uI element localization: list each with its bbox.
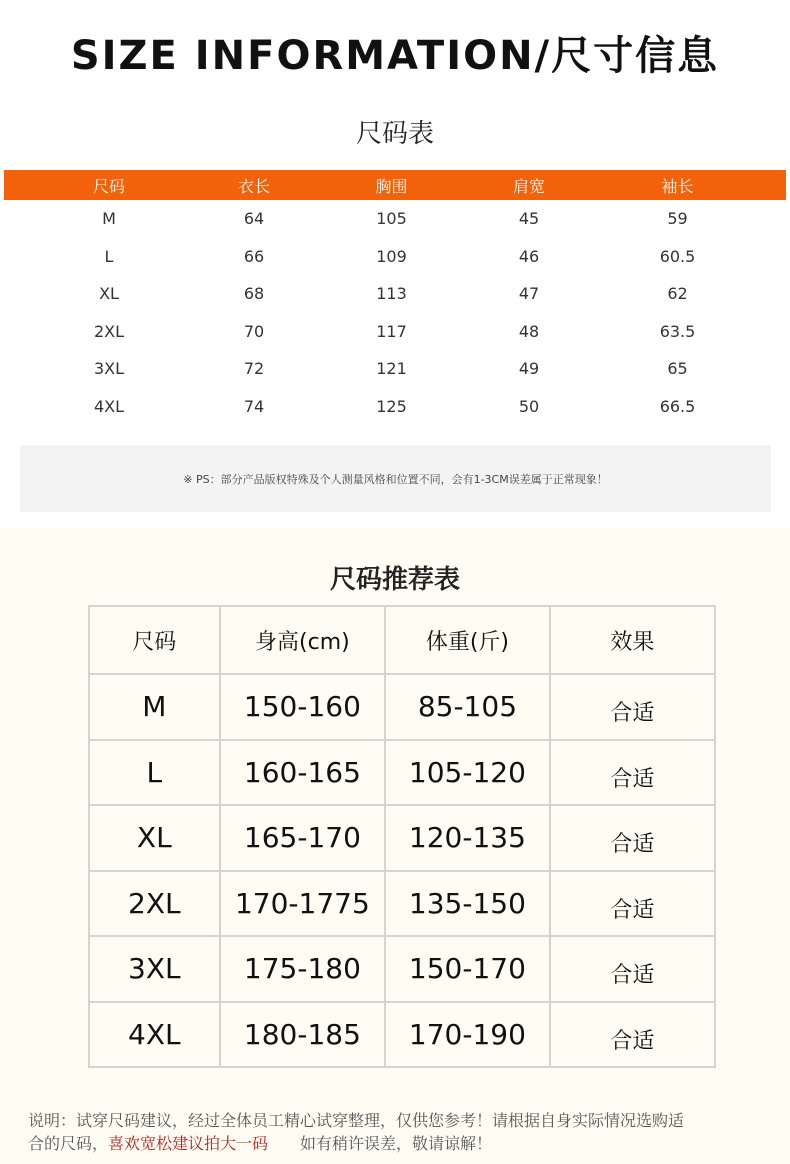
- size-cell-shoulder: 47: [518, 284, 540, 304]
- recommendation-title: 尺码推荐表: [329, 565, 460, 595]
- size-chart-table: [4, 170, 786, 425]
- rec-cell-size: XL: [89, 805, 220, 871]
- rec-cell-height: 160-165: [220, 740, 386, 806]
- rec-cell-size: 4XL: [89, 1002, 220, 1068]
- rec-cell-height: 170-1775: [220, 871, 386, 937]
- size-cell-sleeve: 59: [667, 209, 688, 229]
- rec-cell-fit: 合适: [550, 674, 715, 740]
- size-cell-length: 66: [243, 246, 265, 266]
- size-cell-shoulder: 46: [518, 246, 540, 266]
- size-chart-row: [4, 238, 786, 276]
- size-chart-row: [4, 350, 786, 388]
- rec-cell-weight: 135-150: [385, 871, 550, 937]
- header-size: 尺码: [92, 176, 125, 196]
- rec-cell-fit: 合适: [550, 871, 715, 937]
- recommendation-section: [0, 527, 790, 1164]
- rec-header-size: 尺码: [89, 606, 220, 674]
- size-cell-chest: 125: [376, 396, 407, 416]
- header-sleeve: 袖长: [661, 176, 694, 196]
- size-cell-size: 3XL: [93, 359, 125, 379]
- rec-cell-fit: 合适: [550, 805, 715, 871]
- size-chart-title: 尺码表: [355, 119, 434, 149]
- size-chart-row: [4, 388, 786, 426]
- rec-cell-fit: 合适: [550, 740, 715, 806]
- footer-suffix: 如有稍许误差，敬请谅解！: [268, 1134, 493, 1153]
- recommendation-row: [89, 871, 715, 937]
- rec-header-weight: 体重(斤): [385, 606, 550, 674]
- size-cell-sleeve: 66.5: [659, 396, 696, 416]
- size-cell-sleeve: 63.5: [659, 321, 696, 341]
- size-cell-size: M: [102, 209, 116, 229]
- rec-cell-weight: 105-120: [385, 740, 550, 806]
- size-chart-row: [4, 200, 786, 238]
- rec-cell-height: 150-160: [220, 674, 386, 740]
- size-cell-shoulder: 49: [518, 359, 540, 379]
- rec-cell-fit: 合适: [550, 936, 715, 1002]
- rec-cell-weight: 170-190: [385, 1002, 550, 1068]
- rec-header-fit: 效果: [550, 606, 715, 674]
- recommendation-table: [88, 605, 716, 1068]
- size-cell-shoulder: 50: [518, 396, 540, 416]
- size-cell-chest: 113: [376, 284, 407, 304]
- rec-cell-weight: 150-170: [385, 936, 550, 1002]
- footer-prefix: 合的尺码，: [28, 1134, 109, 1153]
- size-chart-row: [4, 313, 786, 351]
- size-cell-sleeve: 60.5: [659, 246, 696, 266]
- rec-cell-size: 3XL: [89, 936, 220, 1002]
- size-cell-chest: 109: [376, 246, 407, 266]
- size-chart-row: [4, 275, 786, 313]
- rec-cell-height: 165-170: [220, 805, 386, 871]
- size-cell-shoulder: 48: [518, 321, 540, 341]
- size-cell-length: 70: [243, 321, 265, 341]
- size-chart-body: [4, 200, 786, 425]
- footer-line-2: [28, 1132, 778, 1155]
- rec-cell-height: 180-185: [220, 1002, 386, 1068]
- size-cell-sleeve: 65: [667, 359, 688, 379]
- footer-highlight: 喜欢宽松建议拍大一码: [108, 1134, 269, 1153]
- recommendation-header-row: [89, 606, 715, 674]
- header-length: 衣长: [237, 176, 270, 196]
- rec-cell-height: 175-180: [220, 936, 386, 1002]
- rec-cell-fit: 合适: [550, 1002, 715, 1068]
- rec-cell-size: L: [89, 740, 220, 806]
- recommendation-row: [89, 740, 715, 806]
- recommendation-body: [89, 674, 715, 1067]
- rec-cell-size: M: [89, 674, 220, 740]
- footer-line-1: 说明：试穿尺码建议，经过全体员工精心试穿整理，仅供您参考！请根据自身实际情况选购适: [28, 1111, 685, 1130]
- size-cell-length: 64: [243, 209, 265, 229]
- size-cell-size: 2XL: [93, 321, 125, 341]
- size-chart-header: [4, 170, 786, 200]
- size-cell-size: L: [104, 246, 114, 266]
- recommendation-row: [89, 1002, 715, 1068]
- size-cell-chest: 117: [376, 321, 407, 341]
- rec-cell-weight: 120-135: [385, 805, 550, 871]
- size-cell-size: 4XL: [93, 396, 125, 416]
- footer-note: [28, 1109, 778, 1155]
- size-cell-size: XL: [99, 284, 119, 304]
- recommendation-row: [89, 805, 715, 871]
- recommendation-row: [89, 936, 715, 1002]
- size-cell-chest: 105: [376, 209, 407, 229]
- rec-header-height: 身高(cm): [220, 606, 386, 674]
- size-cell-shoulder: 45: [518, 209, 540, 229]
- size-cell-length: 74: [243, 396, 265, 416]
- size-cell-length: 68: [243, 284, 265, 304]
- size-cell-length: 72: [243, 359, 265, 379]
- header-chest: 胸围: [375, 176, 408, 196]
- size-cell-chest: 121: [376, 359, 407, 379]
- header-shoulder: 肩宽: [512, 176, 545, 196]
- rec-cell-size: 2XL: [89, 871, 220, 937]
- rec-cell-weight: 85-105: [385, 674, 550, 740]
- recommendation-row: [89, 674, 715, 740]
- size-cell-sleeve: 62: [667, 284, 688, 304]
- page-title: SIZE INFORMATION/尺寸信息: [70, 33, 720, 79]
- measurement-note: ※ PS：部分产品版权特殊及个人测量风格和位置不同，会有1-3CM误差属于正常现象！: [20, 445, 771, 512]
